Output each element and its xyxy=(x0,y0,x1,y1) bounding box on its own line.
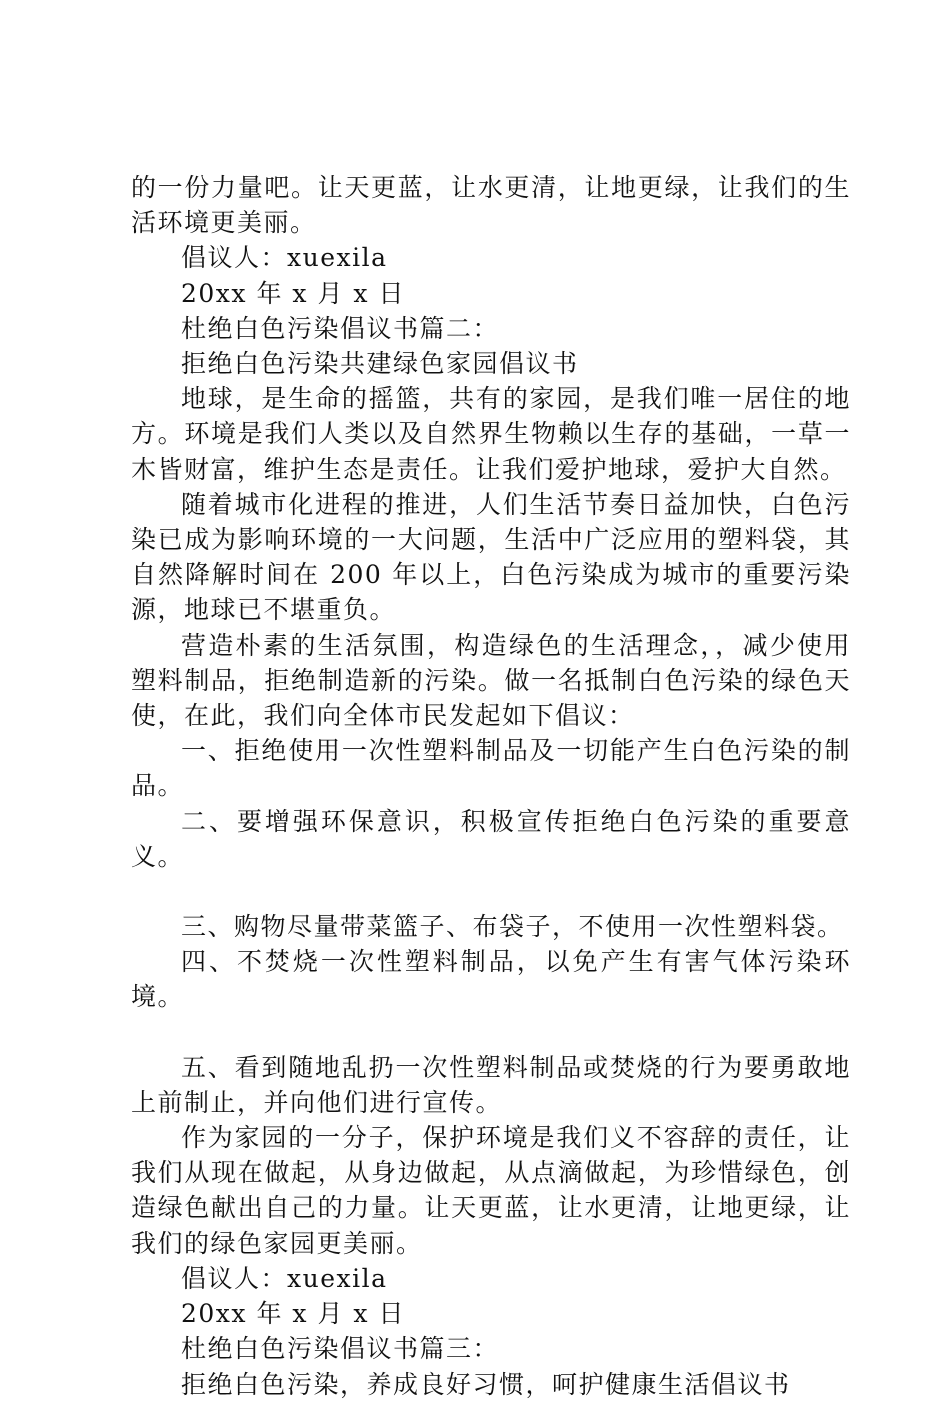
proposal-title-2: 拒绝白色污染共建绿色家园倡议书 xyxy=(181,349,579,379)
signature-proposer: 倡议人：xuexila xyxy=(181,243,388,273)
paragraph-proposal-intro: 营造朴素的生活氛围，构造绿色的生活理念，，减少使用塑料制品，拒绝制造新的污染。做一名抵制白色污染的绿色天使，在此，我们向全体市民发起如下倡议： xyxy=(131,630,851,731)
proposal-item-3: 三、购物尽量带菜篮子、布袋子，不使用一次性塑料袋。 xyxy=(181,912,844,942)
signature-proposer-2: 倡议人：xuexila xyxy=(181,1263,388,1293)
paragraph-conclusion: 作为家园的一分子，保护环境是我们义不容辞的责任，让我们从现在做起，从身边做起，从点滴做起，为珍惜绿色，创造绿色献出自己的力量。让天更蓝，让水更清，让地更绿，让我们的绿色家园更美丽。 xyxy=(131,1123,851,1258)
proposal-title-3: 拒绝白色污染，养成良好习惯，呵护健康生活倡议书 xyxy=(181,1369,791,1399)
document-body xyxy=(131,170,851,1402)
section-heading-2: 杜绝白色污染倡议书篇二： xyxy=(181,313,500,343)
paragraph-continuation: 的一份力量吧。让天更蓝，让水更清，让地更绿，让我们的生活环境更美丽。 xyxy=(131,173,851,238)
proposal-item-1: 一、拒绝使用一次性塑料制品及一切能产生白色污染的制品。 xyxy=(131,736,851,801)
section-heading-3: 杜绝白色污染倡议书篇三： xyxy=(181,1334,500,1364)
paragraph-earth: 地球，是生命的摇篮，共有的家园，是我们唯一居住的地方。环境是我们人类以及自然界生物赖以生存的基础，一草一木皆财富，维护生态是责任。让我们爱护地球，爱护大自然。 xyxy=(131,384,851,484)
paragraph-urbanization: 随着城市化进程的推进，人们生活节奏日益加快，白色污染已成为影响环境的一大问题，生活中广泛应用的塑料袋，其自然降解时间在 200 年以上，白色污染成为城市的重要污染源，地球已不堪重负。 xyxy=(131,489,851,625)
signature-date-2: 20xx 年 x 月 x 日 xyxy=(181,1299,405,1329)
proposal-item-5: 五、看到随地乱扔一次性塑料制品或焚烧的行为要勇敢地上前制止，并向他们进行宣传。 xyxy=(131,1052,851,1117)
proposal-item-2: 二、要增强环保意识，积极宣传拒绝白色污染的重要意义。 xyxy=(131,806,851,871)
signature-date: 20xx 年 x 月 x 日 xyxy=(181,278,405,308)
proposal-item-4: 四、不焚烧一次性塑料制品，以免产生有害气体污染环境。 xyxy=(131,947,851,1012)
